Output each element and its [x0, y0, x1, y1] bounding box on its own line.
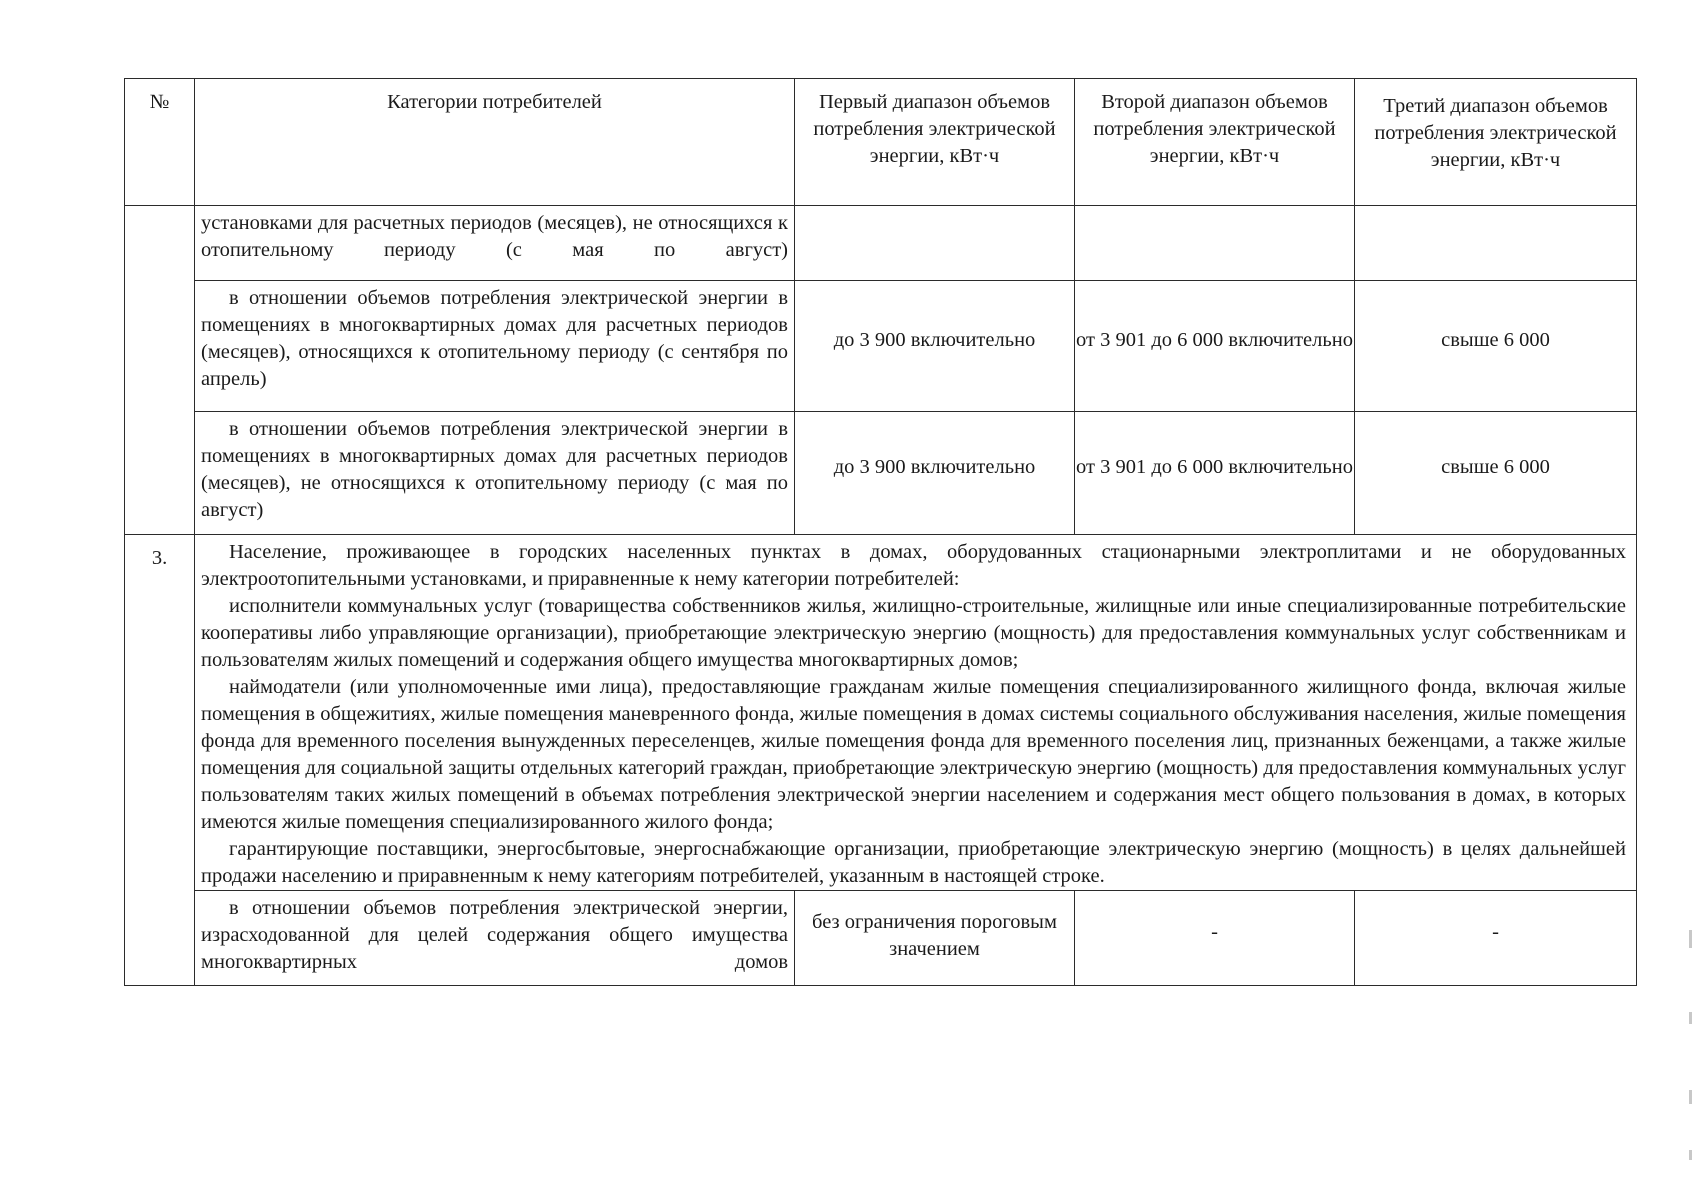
row-range-1: [795, 206, 1075, 281]
section-3-paragraph: гарантирующие поставщики, энергосбытовые, энергоснабжающие организации, приобретающие электрическую энергию (мощность) в целях дальнейшей продажи населению и приравненным к нему категориям потребителей, указанным в настоящей строке.: [201, 838, 1626, 887]
row-category: в отношении объемов потребления электрической энергии в помещениях в многоквартирных домах для расчетных периодов (месяцев), относящихся к отопительному периоду (с сентября по апрель): [195, 281, 795, 412]
header-range-1: Первый диапазон объемов потребления электрической энергии, кВт·ч: [795, 79, 1075, 206]
row-range-2: -: [1075, 891, 1355, 986]
scan-edge-mark: [1689, 1150, 1692, 1160]
table-row: [125, 891, 1637, 986]
section-3-row: [125, 535, 1637, 891]
section-3-description: [195, 535, 1637, 891]
row-range-3: свыше 6 000: [1355, 281, 1637, 412]
table-header-row: [125, 79, 1637, 206]
section-3-paragraph: исполнители коммунальных услуг (товарищества собственников жилья, жилищно-строительные, жилищные или иные специализированные потребительские кооперативы либо управляющие организации), приобретающие электрическую энергию (мощность) для предоставления коммунальных услуг собственникам и пользователям жилых помещений и содержания общего имущества многоквартирных домов;: [201, 595, 1626, 671]
row-category: установками для расчетных периодов (месяцев), не относящихся к отопительному периоду (с мая по август): [195, 206, 795, 281]
tariff-ranges-table: [124, 78, 1637, 986]
row-range-2: от 3 901 до 6 000 включительно: [1075, 281, 1355, 412]
section-3-paragraph: Население, проживающее в городских населенных пунктах в домах, оборудованных стационарными электроплитами и не оборудованных электроотопительными установками, и приравненные к нему категории потребителей:: [201, 541, 1626, 590]
section-3-number: 3.: [125, 535, 195, 986]
row-range-3: свыше 6 000: [1355, 412, 1637, 535]
row-range-2: [1075, 206, 1355, 281]
row-range-3: -: [1355, 891, 1637, 986]
row-category: в отношении объемов потребления электрической энергии в помещениях в многоквартирных домах для расчетных периодов (месяцев), не относящихся к отопительному периоду (с мая по август): [195, 412, 795, 535]
scan-edge-mark: [1689, 930, 1692, 948]
scan-edge-mark: [1689, 1090, 1692, 1104]
row-range-1: до 3 900 включительно: [795, 281, 1075, 412]
table-row: [125, 206, 1637, 281]
row-range-3: [1355, 206, 1637, 281]
table-row: [125, 281, 1637, 412]
row-range-1: без ограничения пороговым значением: [795, 891, 1075, 986]
row-range-1: до 3 900 включительно: [795, 412, 1075, 535]
scan-edge-mark: [1689, 1012, 1692, 1024]
header-range-2: Второй диапазон объемов потребления электрической энергии, кВт·ч: [1075, 79, 1355, 206]
table-row: [125, 412, 1637, 535]
row-number-cell-empty: [125, 206, 195, 535]
section-3-paragraph: наймодатели (или уполномоченные ими лица), предоставляющие гражданам жилые помещения специализированного жилищного фонда, включая жилые помещения в общежитиях, жилые помещения маневренного фонда, жилые помещения в домах системы социального обслуживания населения, жилые помещения фонда для временного поселения вынужденных переселенцев, жилые помещения фонда для временного поселения лиц, признанных беженцами, а также жилые помещения для социальной защиты отдельных категорий граждан, приобретающие электрическую энергию (мощность) для предоставления коммунальных услуг пользователям таких жилых помещений в объемах потребления электрической энергии населением и содержания мест общего пользования в домах, в которых имеются жилые помещения специализированного жилого фонда;: [201, 676, 1626, 833]
row-range-2: от 3 901 до 6 000 включительно: [1075, 412, 1355, 535]
header-category: Категории потребителей: [195, 79, 795, 206]
row-category: в отношении объемов потребления электрической энергии, израсходованной для целей содержания общего имущества многоквартирных домов: [195, 891, 795, 986]
header-number: №: [125, 79, 195, 206]
header-range-3: Третий диапазон объемов потребления электрической энергии, кВт·ч: [1355, 79, 1637, 206]
